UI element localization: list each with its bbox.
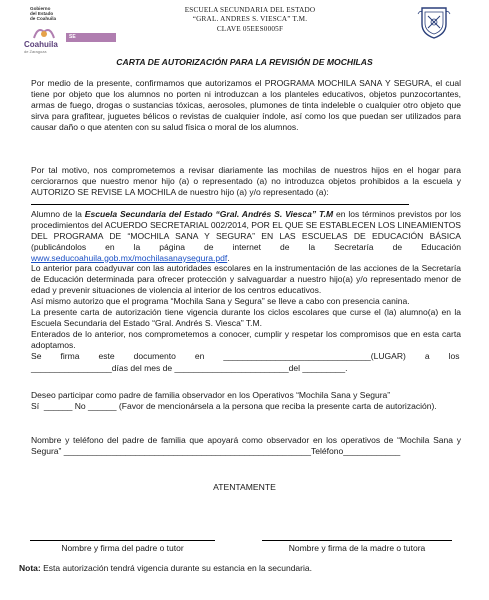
note-label: Nota: xyxy=(19,563,41,573)
observer-question: Deseo participar como padre de familia observador en los Operativos “Mochila Sana y Segura” xyxy=(31,390,391,400)
school-line-1: ESCUELA SECUNDARIA DEL ESTADO xyxy=(184,6,316,14)
paragraph-7: Enterados de lo anterior, nos comprometemos a conocer, cumplir y respetar los compromisos que en esta carta adoptamos. xyxy=(31,329,461,350)
signed-place-line[interactable]: Se firma este documento en _______________________________(LUGAR) a los xyxy=(31,351,460,361)
gov-line-2: del Estado xyxy=(30,11,54,16)
contact-line[interactable]: Nombre y teléfono del padre de familia que apoyará como observador en los operativos de “Mochila Sana y Segura” ____________________________________________________Teléfono____________ xyxy=(31,435,461,456)
father-signature-label: Nombre y firma del padre o tutor xyxy=(61,543,184,553)
student-name-line[interactable] xyxy=(31,204,409,205)
gov-line-3: de Coahuila xyxy=(30,16,57,21)
se-tag: SE xyxy=(66,33,116,42)
paragraph-3: Alumno de la Escuela Secundaria del Estado “Gral. Andrés S. Viesca” T.M en los términos previstos por los procedimientos del ACUERDO SECRETARIAL 002/2014, POR EL QUE SE ESTABLECEN LOS LINEAMIENTOS DEL PROGRAMA DE “MOCHILA SANA Y SEGURA” EN LAS ESCUELAS DE EDUCACIÓN BÁSICA (publicándolos en la página de internet de la Secretaría de Educación www.seducoahuila.gob.mx/mochilasanaysegura.pdf. xyxy=(31,209,462,263)
paragraph-5: Así mismo autorizo que el programa “Mochila Sana y Segura” se lleve a cabo con presencia canina. xyxy=(31,296,410,306)
program-link[interactable]: www.seducoahuila.gob.mx/mochilasanaysegura.pdf xyxy=(31,252,228,263)
paragraph-2: Por tal motivo, nos comprometemos a revisar diariamente las mochilas de nuestros hijos en el hogar para cerciorarnos que nuestro menor hijo (a) o representado (a) no introduzca objetos prohibidos a la escuela y AUTORIZO SE REVISE LA MOCHILA de nuestro hijo (a) y/o representado (a): xyxy=(31,165,461,197)
mother-signature-label: Nombre y firma de la madre o tutora xyxy=(288,543,426,553)
state-subtitle: de Zaragoza xyxy=(24,49,47,54)
school-crest-icon xyxy=(416,4,452,40)
observer-options[interactable]: Sí ______ No ______ (Favor de mencionársela a la persona que reciba la presente carta de autorización). xyxy=(31,401,437,411)
school-line-2: “GRAL. ANDRES S. VIESCA” T.M. xyxy=(192,15,308,24)
document-title: CARTA DE AUTORIZACIÓN PARA LA REVISIÓN DE MOCHILAS xyxy=(116,57,373,67)
mother-signature-line[interactable] xyxy=(262,540,452,541)
state-name: Coahuila xyxy=(24,40,58,49)
paragraph-1: Por medio de la presente, confirmamos que autorizamos el PROGRAMA MOCHILA SANA Y SEGURA, el cual tiene por objeto que los alumnos no porten ni introduzcan a los planteles educativos, objetos punzocortantes, armas de fuego, drogas o sustancias tóxicas, aerosoles, plumones de tinta indeleble o cualquier otro objeto que sirva para grafitear, juguetes bélicos o revistas de cualquier índole, así como los que puedan ser utilizados para causar daño o que atenten con su salud física o moral de los alumnos. xyxy=(31,78,461,132)
gov-logo-text xyxy=(30,6,56,21)
school-clave: CLAVE 05EES0005F xyxy=(216,24,284,33)
footer-note xyxy=(19,563,312,573)
paragraph-6: La presente carta de autorización tiene vigencia durante los ciclos escolares que curse el (la) alumno(a) en la Escuela Secundaria del Estado “Gral. Andrés S. Viesca” T.M. xyxy=(31,307,461,328)
paragraph-4: Lo anterior para coadyuvar con las autoridades escolares en la instrumentación de las acciones de la Secretaría de Educación determinada para ofrecer protección y salvaguardar a nuestro hijo(a) y/o representado menor de edad y prevenir situaciones de violencia al interior de los centros educativos. xyxy=(31,263,461,295)
government-logo xyxy=(24,6,119,54)
closing-text: ATENTAMENTE xyxy=(213,482,276,492)
gov-line-1: Gobierno xyxy=(30,6,51,11)
note-text: Esta autorización tendrá vigencia durante su estancia en la secundaria. xyxy=(40,563,312,573)
signed-date-line[interactable]: _________________días del mes de ________________________del _________. xyxy=(31,363,348,373)
school-name-emphasis: Escuela Secundaria del Estado “Gral. Andrés S. Viesca” T.M xyxy=(84,209,334,219)
coahuila-emblem-icon xyxy=(32,24,56,40)
father-signature-line[interactable] xyxy=(30,540,215,541)
school-header xyxy=(150,6,350,34)
